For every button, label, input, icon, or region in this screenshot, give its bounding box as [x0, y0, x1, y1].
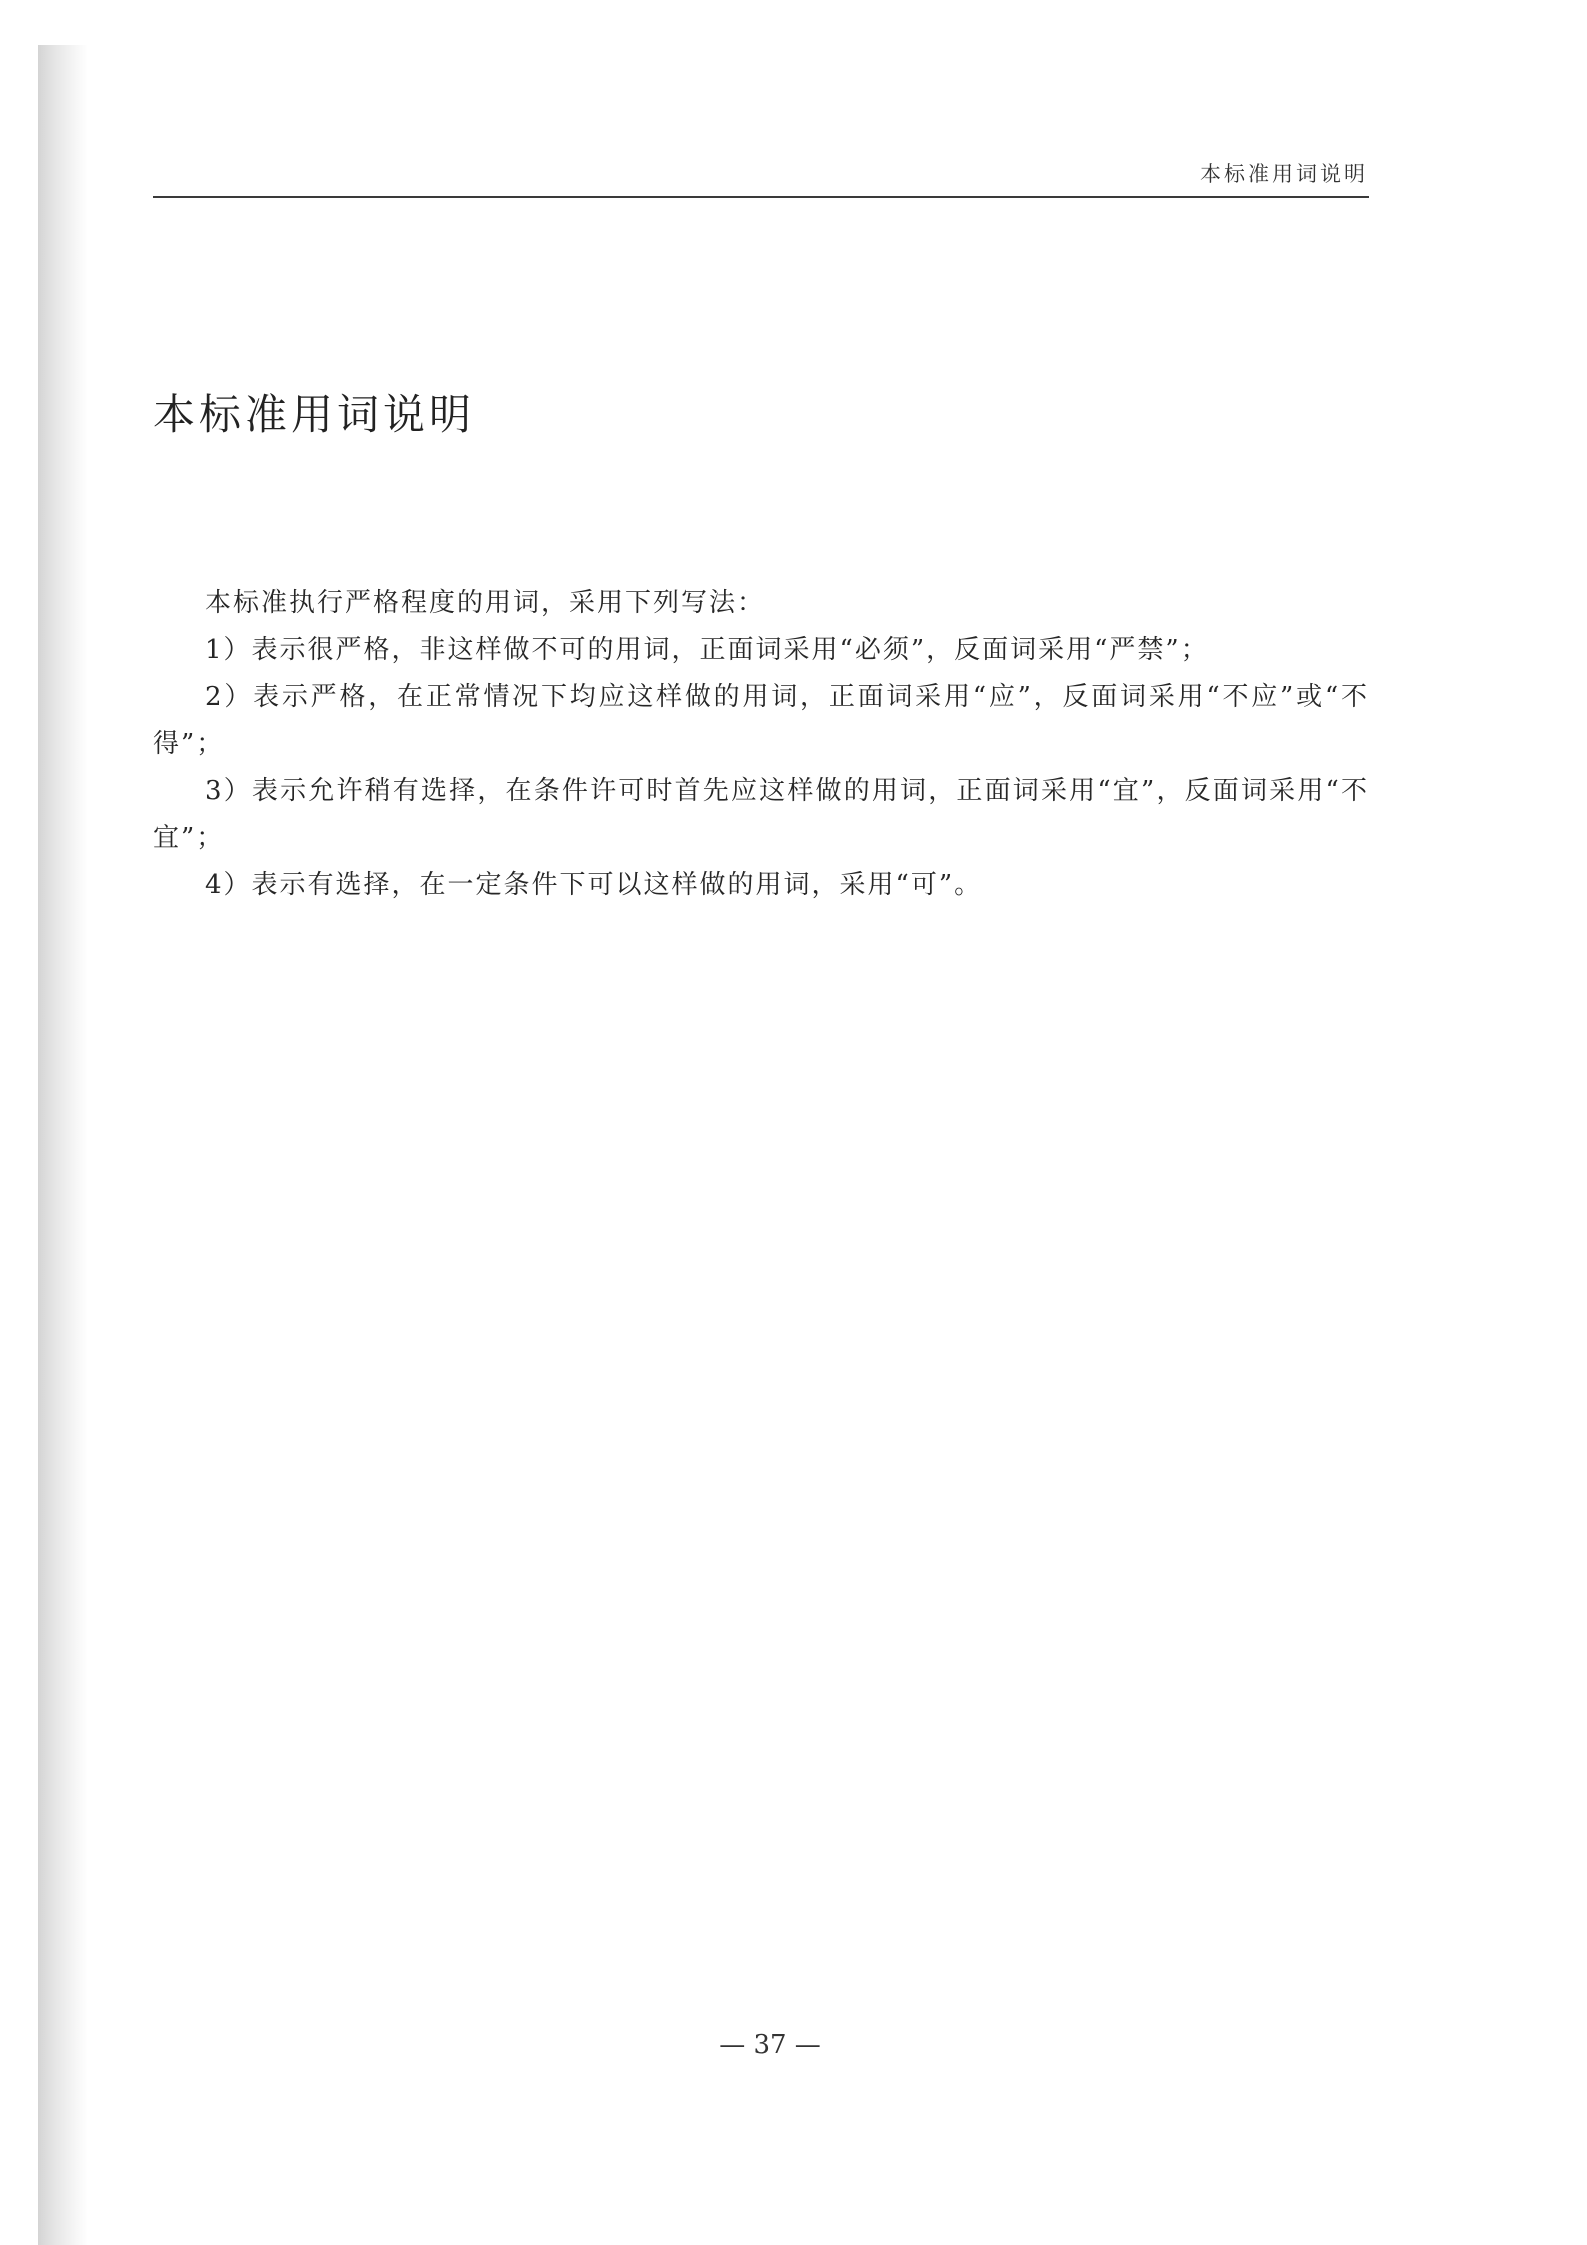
- list-item: 3）表示允许稍有选择，在条件许可时首先应这样做的用词，正面词采用“宜”，反面词采用“不宜”；: [153, 776, 1369, 853]
- intro-paragraph: 本标准执行严格程度的用词，采用下列写法：: [205, 588, 766, 618]
- body-text: [153, 580, 1369, 909]
- binding-shadow: [38, 45, 88, 2245]
- running-header: 本标准用词说明: [1200, 162, 1368, 186]
- header-rule: [153, 196, 1369, 198]
- list-item: 4）表示有选择，在一定条件下可以这样做的用词，采用“可”。: [205, 870, 983, 900]
- list-item: 1）表示很严格，非这样做不可的用词，正面词采用“必须”，反面词采用“严禁”；: [205, 635, 1209, 665]
- page-title: 本标准用词说明: [153, 390, 476, 439]
- list-item: 2）表示严格，在正常情况下均应这样做的用词，正面词采用“应”，反面词采用“不应”或“不得”；: [153, 682, 1369, 759]
- page-number: — 37 —: [719, 2030, 821, 2060]
